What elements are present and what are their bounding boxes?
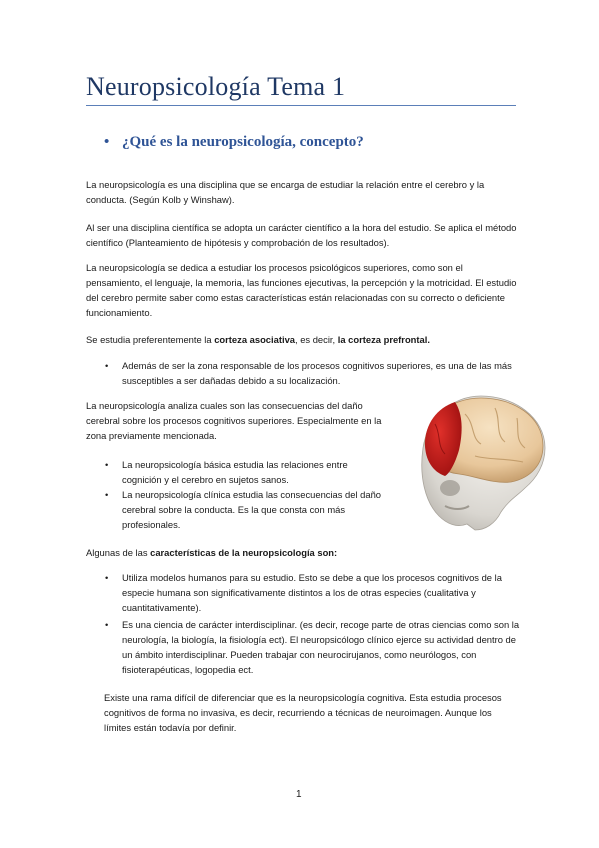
list-item-text: La neuropsicología básica estudia las relaciones entre cognición y el cerebro en sujetos sanos.: [122, 459, 348, 485]
list-item-text: Es una ciencia de carácter interdisciplinar. (es decir, recoge parte de otras ciencias como son la neurología, la biología, la fisiología ect). El neuropsicólogo clínico ejerce su actividad dentro de un ámbito interdisciplinar. Pueden trabajar con neurocirujanos, como neurólogos, con fisioterapéuticas, logopedia ect.: [122, 619, 520, 675]
features-intro-bold: características de la neuropsicología son:: [150, 547, 338, 558]
paragraph-damage: La neuropsicología analiza cuales son las consecuencias del daño cerebral sobre los procesos cognitivos superiores. Especialmente en la zona previamente mencionada.: [86, 400, 382, 441]
bullet: •: [105, 459, 109, 470]
brain-skull-illustration: [405, 384, 555, 532]
bullet: •: [105, 619, 109, 630]
features-intro-pre: Algunas de las: [86, 547, 151, 558]
cortex-pre: Se estudia preferentemente la: [86, 334, 215, 345]
bullet: •: [105, 360, 109, 371]
cortex-mid: , es decir,: [295, 334, 338, 345]
paragraph-processes-a: La neuropsicología se dedica a estudiar los procesos psicológicos superiores, como son el pensamiento, el lenguaje, la memoria, las funciones ejecutivas, la percepción y la motricidad.: [86, 262, 473, 288]
bullet: •: [105, 572, 109, 583]
bullet: •: [105, 489, 109, 500]
heading-bullet: •: [104, 134, 110, 150]
page-number: 1: [296, 789, 302, 800]
paragraph-processes: [86, 260, 518, 320]
cortex-bold-1: corteza asociativa: [214, 334, 295, 345]
paragraph-processes-b: El estudio del cerebro permite saber como estas características están relacionadas con su correcto o deficiente funcionamiento.: [86, 277, 517, 318]
page-title: Neuropsicología Tema 1: [86, 72, 346, 101]
title-underline: [86, 105, 516, 106]
list-item-text: Además de ser la zona responsable de los procesos cognitivos superiores, es una de las más susceptibles a ser dañadas debido a su localización.: [122, 360, 512, 386]
paragraph-scientific: Al ser una disciplina científica se adopta un carácter científico a la hora del estudio. Se aplica el método científico (Planteamiento de hipótesis y comprobación de los resultados).: [86, 222, 517, 248]
list-item-text: La neuropsicología clínica estudia las consecuencias del daño cerebral sobre la conducta. Es la que consta con más profesionales.: [122, 489, 382, 530]
paragraph-definition: La neuropsicología es una disciplina que se encarga de estudiar la relación entre el cerebro y la conducta. (Según Kolb y Winshaw).: [86, 179, 485, 205]
list-item-text: Utiliza modelos humanos para su estudio. Esto se debe a que los procesos cognitivos de la especie humana son significativamente distintos a los de otras especies (cualitativa y cuantitativamente).: [122, 572, 502, 613]
paragraph-features-intro: [86, 545, 518, 560]
paragraph-cortex: [86, 332, 518, 347]
heading-text: ¿Qué es la neuropsicología, concepto?: [122, 134, 364, 150]
cortex-bold-2: la corteza prefrontal.: [337, 334, 430, 345]
paragraph-cognitive: Existe una rama difícil de diferenciar que es la neuropsicología cognitiva. Esta estudia procesos cognitivos de forma no invasiva, es decir, recurriendo a técnicas de neuroimagen. Aunque los límites están todavía por definir.: [104, 692, 502, 733]
